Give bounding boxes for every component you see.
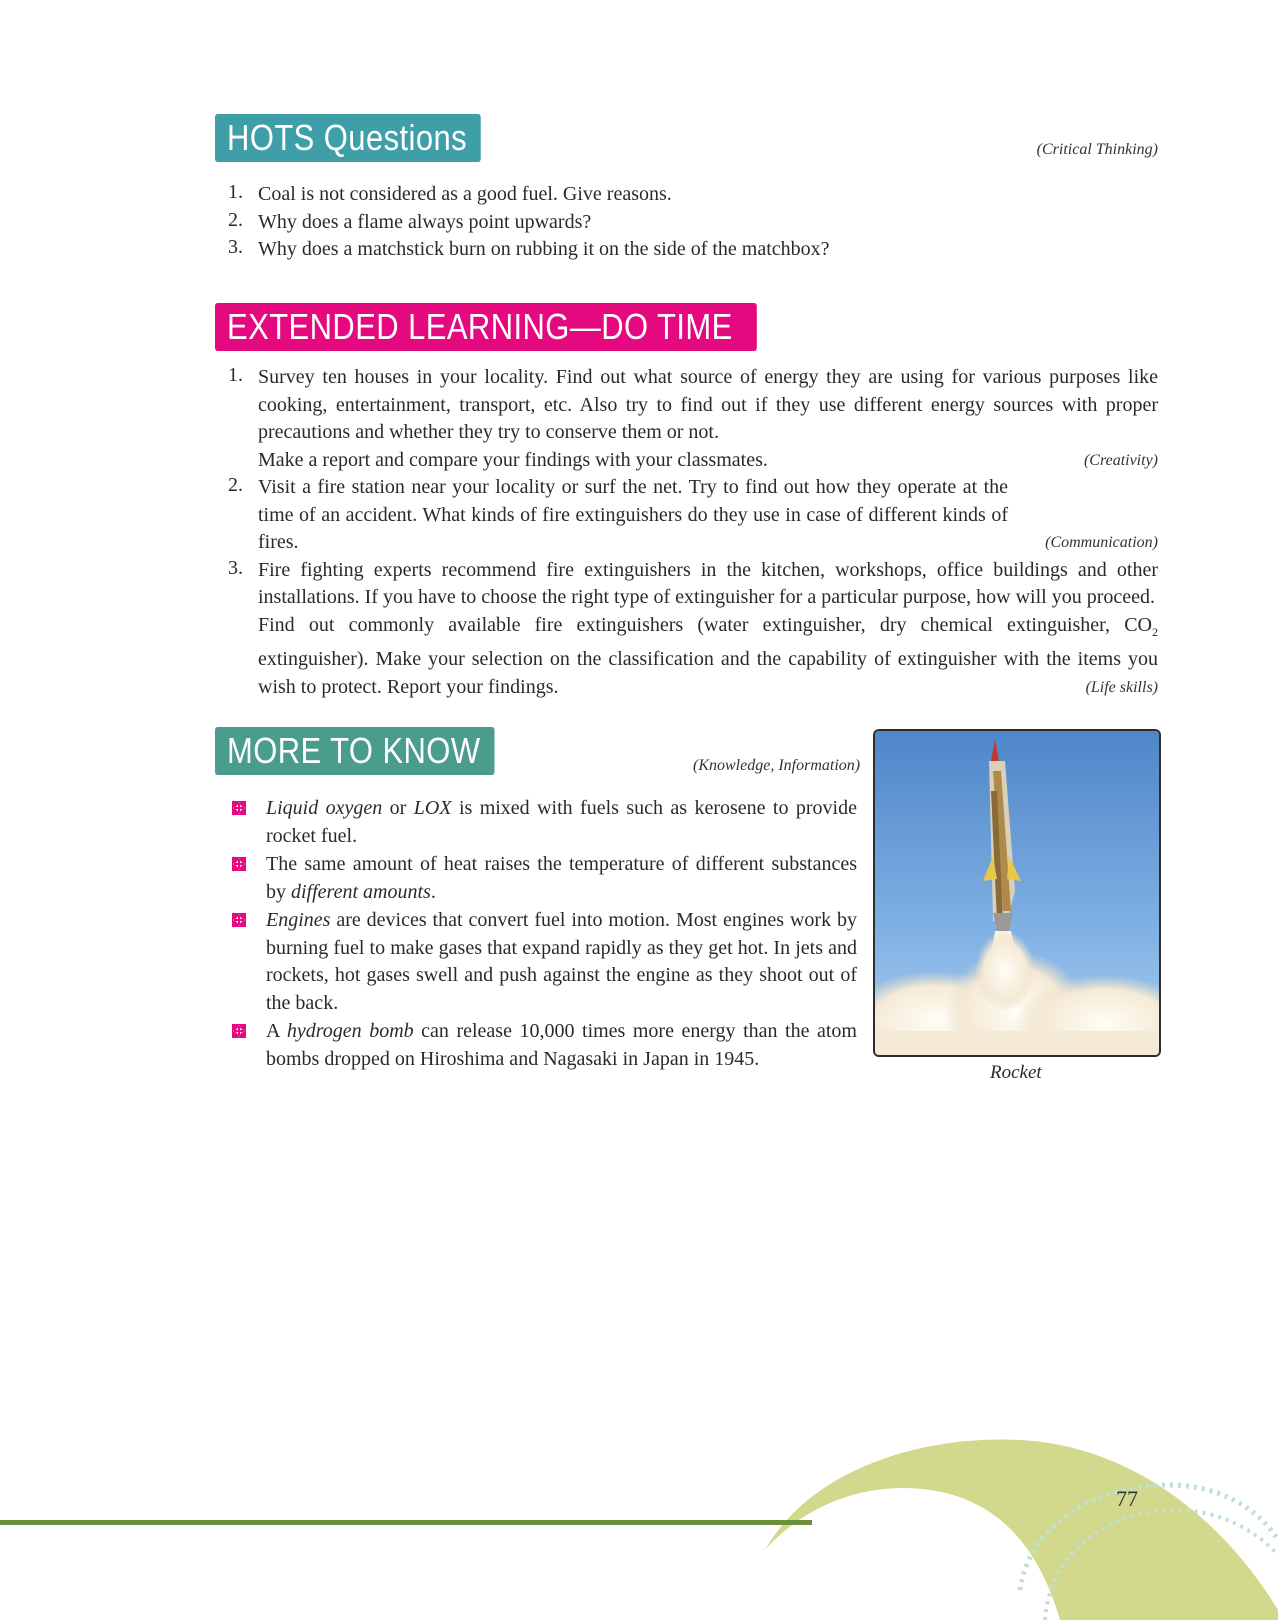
text: is mixed with fuels such as kerosene to provide rocket fuel. <box>266 797 857 847</box>
list-item <box>232 851 857 906</box>
item-number: 3. <box>228 556 243 579</box>
term: different amounts <box>291 880 431 903</box>
more-bullets <box>232 795 857 1074</box>
item-text-line: Find out commonly available fire extinguishers (water extinguisher, dry chemical extinguisher, CO <box>258 613 1152 636</box>
list-item <box>228 557 1158 702</box>
text: are devices that convert fuel into motion. Most engines work by burning fuel to make gases that expand rapidly as they get hot. In jets and rockets, hot gases swell and push against the engine as they shoot out of the back. <box>266 909 857 1014</box>
photo-caption: Rocket <box>990 1062 1042 1083</box>
item-number: 2. <box>228 208 243 231</box>
item-text <box>258 612 1158 702</box>
list-item <box>228 236 1158 264</box>
text: or <box>382 797 414 819</box>
item-number: 2. <box>228 474 243 496</box>
item-number: 3. <box>228 236 243 258</box>
term: hydrogen bomb <box>286 1020 414 1042</box>
term: Liquid oxygen <box>266 797 383 819</box>
hots-tag: (Critical Thinking) <box>1036 141 1158 158</box>
list-item <box>228 364 1158 474</box>
skill-tag: (Creativity) <box>1083 451 1158 469</box>
text: A <box>266 1020 287 1042</box>
item-text-line: extinguisher). Make your selection on the classification and the capability of extinguisher with the items you wish to protect. Report your findings. <box>258 648 1158 698</box>
rocket-illustration <box>875 731 1159 1055</box>
footer-decoration <box>0 1430 1278 1620</box>
item-text-line: Make a report and compare your findings with your classmates. <box>258 448 768 471</box>
list-item <box>228 181 1158 209</box>
item-text: Why does a matchstick burn on rubbing it on the side of the matchbox? <box>258 238 830 260</box>
hots-heading: HOTS Questions <box>215 114 481 162</box>
item-number: 1. <box>228 181 243 203</box>
extended-heading: EXTENDED LEARNING—DO TIME <box>215 303 757 351</box>
extended-list <box>228 364 1158 701</box>
skill-tag: (Life skills) <box>1085 678 1158 696</box>
more-tag: (Knowledge, Information) <box>693 757 861 774</box>
more-heading: MORE TO KNOW <box>215 727 494 775</box>
list-item <box>228 209 1158 237</box>
item-text <box>258 447 1158 475</box>
item-text: Why does a flame always point upwards? <box>258 210 592 233</box>
list-item <box>232 795 857 850</box>
item-text: Fire fighting experts recommend fire extinguishers in the kitchen, workshops, office buildings and other installations. If you have to choose the right type of extinguisher for a particular purpose, how will you proceed. <box>258 558 1158 608</box>
cross-bullet-icon <box>232 1024 246 1038</box>
term: Engines <box>266 909 331 931</box>
cross-bullet-icon <box>232 913 246 927</box>
list-item <box>232 1018 857 1073</box>
bullet-text <box>266 1018 857 1073</box>
skill-tag: (Communication) <box>1045 534 1158 551</box>
list-item <box>232 907 857 1017</box>
text: can release 10,000 times more energy than the atom bombs dropped on Hiroshima and Nagasaki in Japan in 1945. <box>266 1020 857 1070</box>
bullet-text <box>266 851 857 906</box>
item-text: Coal is not considered as a good fuel. Give reasons. <box>258 183 672 205</box>
cross-bullet-icon <box>232 857 246 871</box>
subscript: 2 <box>1152 624 1158 639</box>
bullet-text <box>266 907 857 1017</box>
bullet-text <box>266 795 857 850</box>
term: LOX <box>413 797 452 819</box>
page-number: 77 <box>1116 1486 1138 1511</box>
rocket-photo <box>873 729 1161 1057</box>
hots-list <box>228 181 1158 264</box>
list-item <box>228 474 1158 557</box>
cross-bullet-icon <box>232 801 246 815</box>
item-text <box>258 474 1158 557</box>
item-number: 1. <box>228 364 243 386</box>
text: The same amount of heat raises the temperature of different substances by <box>266 853 857 903</box>
item-text-line: Visit a fire station near your locality or surf the net. Try to find out how they operate at the time of an accident. What kinds of fire extinguishers do they use in case of different kinds of fires. <box>258 476 1008 553</box>
text: . <box>430 880 436 903</box>
item-text: Survey ten houses in your locality. Find out what source of energy they are using for various purposes like cooking, entertainment, transport, etc. Also try to find out if they use different energy sources with proper precautions and whether they try to conserve them or not. <box>258 366 1158 443</box>
